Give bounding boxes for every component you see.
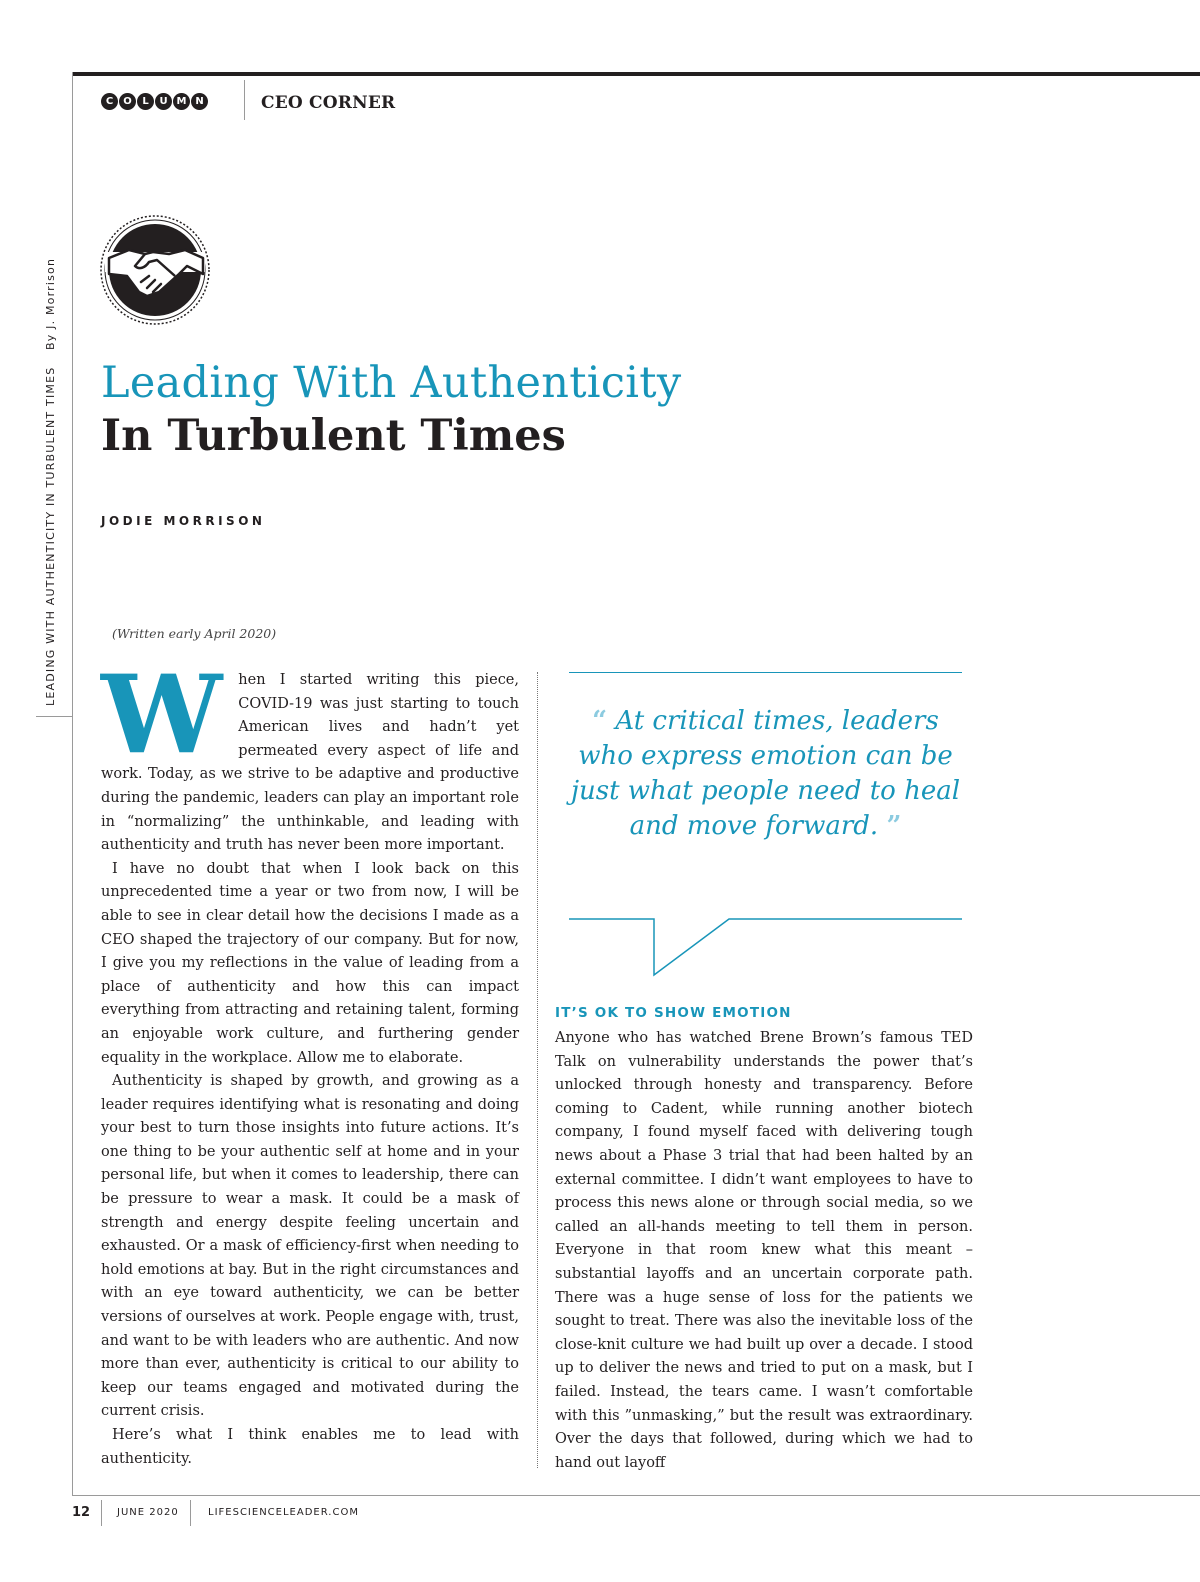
section-subhead: IT’S OK TO SHOW EMOTION: [555, 1005, 792, 1021]
right-column: [555, 1027, 973, 1475]
column-letter-badge: C: [101, 93, 118, 110]
header-divider: [244, 80, 245, 120]
column-letter-badge: N: [191, 93, 208, 110]
handshake-icon: [99, 214, 211, 326]
footer-divider: [101, 1500, 102, 1526]
pull-quote-text: At critical times, leaders who express emotion can be just what people need to heal and move forward.: [570, 706, 961, 841]
drop-cap: W: [101, 652, 223, 778]
footer-rule: [72, 1495, 1200, 1496]
pull-quote: [569, 704, 962, 844]
column-label: [101, 93, 208, 110]
left-margin-rule: [72, 72, 73, 1496]
top-rule: [72, 72, 1200, 76]
column-letter-badge: U: [155, 93, 172, 110]
column-letter-badge: O: [119, 93, 136, 110]
site-url: LIFESCIENCELEADER.COM: [208, 1507, 359, 1518]
body-paragraph: [101, 652, 519, 858]
open-quote-icon: “: [592, 706, 608, 736]
sidebar-article-title: LEADING WITH AUTHENTICITY IN TURBULENT TIMES: [44, 366, 57, 706]
body-paragraph: Authenticity is shaped by growth, and growing as a leader requires identifying what is resonating and doing your best to turn those insights into future actions. It’s one thing to be your authentic self at home and in your personal life, but when it comes to leadership, there can be pressure to wear a mask. It could be a mask of strength and energy despite feeling uncertain and exhausted. Or a mask of efficiency-first when needing to hold emotions at bay. But in the right circumstances and with an eye toward authenticity, we can be better versions of ourselves at work. People engage with, trust, and want to be with leaders who are authentic. And now more than ever, authenticity is critical to our ability to keep our teams engaged and motivated during the current crisis.: [101, 1073, 519, 1420]
column-letter-badge: L: [137, 93, 154, 110]
issue-date: JUNE 2020: [117, 1507, 179, 1518]
footer-divider: [190, 1500, 191, 1526]
section-title: CEO CORNER: [261, 93, 396, 113]
pull-quote-top-rule: [569, 672, 962, 673]
column-divider: [537, 672, 538, 1468]
speech-bubble-tail: [569, 910, 964, 980]
sidebar-divider: [36, 716, 72, 717]
close-quote-icon: ”: [886, 811, 902, 841]
author-name: JODIE MORRISON: [101, 514, 266, 528]
article-title-line2: In Turbulent Times: [101, 411, 566, 461]
body-paragraph: Here’s what I think enables me to lead with authenticity.: [101, 1427, 519, 1467]
sidebar-byline: By J. Morrison: [44, 257, 57, 350]
article-title-line1: Leading With Authenticity: [101, 358, 682, 408]
body-paragraph: I have no doubt that when I look back on this unprecedented time a year or two from now, I will be able to see in clear detail how the decisions I made as a CEO shaped the trajectory of our company. But for now, I give you my reflections in the value of leading from a place of authenticity and how this can impact everything from attracting and retaining talent, forming an enjoyable work culture, and furthering gender equality in the workplace. Allow me to elaborate.: [101, 860, 519, 1066]
column-letter-badge: M: [173, 93, 190, 110]
page-number: 12: [72, 1505, 91, 1520]
left-column: [101, 652, 519, 1471]
dateline: (Written early April 2020): [112, 626, 277, 641]
body-paragraph: Anyone who has watched Brene Brown’s famous TED Talk on vulnerability understands the power that’s unlocked through honesty and transparency. Before coming to Cadent, while running another biotech company, I found myself faced with delivering tough news about a Phase 3 trial that had been halted by an external committee. I didn’t want employees to have to process this news alone or through social media, so we called an all-hands meeting to tell them in person. Everyone in that room knew what this meant – substantial layoffs and an uncertain corporate path. There was a huge sense of loss for the patients we sought to treat. There was also the inevitable loss of the close-knit culture we had built up over a decade. I stood up to deliver the news and tried to put on a mask, but I failed. Instead, the tears came. I wasn’t comfortable with this ”unmasking,” but the result was extraordinary. Over the days that followed, during which we had to hand out layoff: [555, 1030, 973, 1471]
paragraph-text: hen I started writing this piece, COVID-19 was just starting to touch American lives and hadn’t yet permeated every aspect of life and work. Today, as we strive to be adaptive and productive during the pandemic, leaders can play an important role in “normalizing” the unthinkable, and leading with authenticity and truth has never been more important.: [101, 672, 519, 854]
